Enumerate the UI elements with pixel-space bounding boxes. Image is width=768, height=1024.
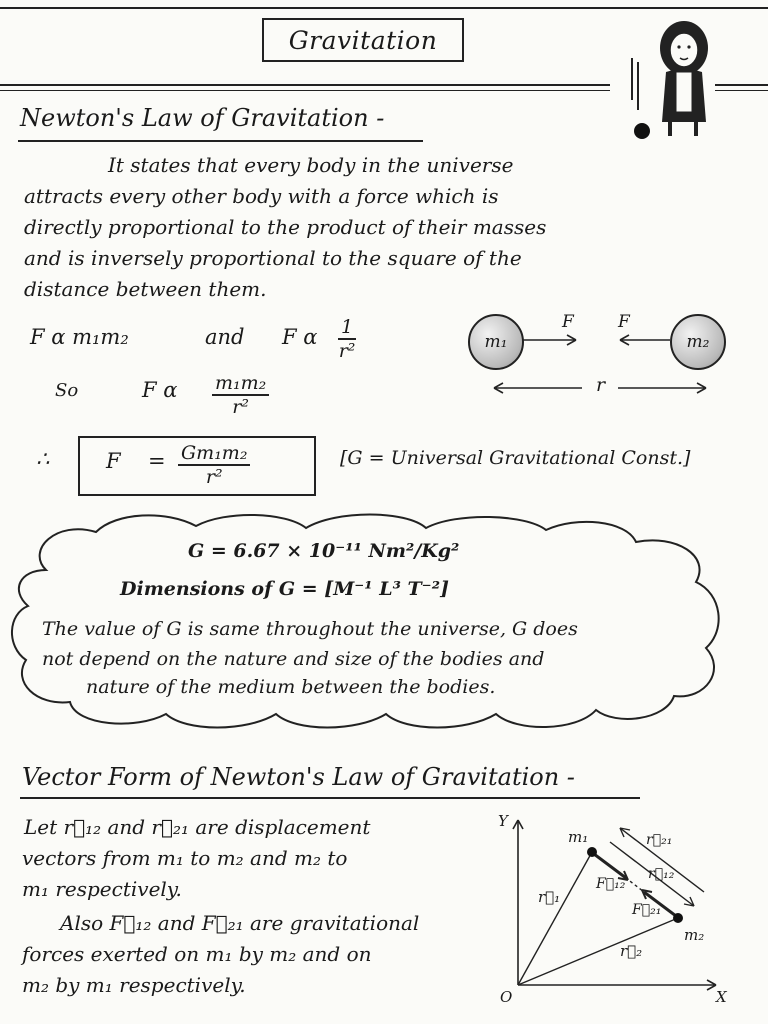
vec-r2-label: r⃗₂: [620, 942, 643, 960]
top-rule-1: [0, 7, 768, 9]
header-rule-right: [715, 84, 768, 86]
mass-m1-ball: [468, 314, 524, 370]
section1-line-2: attracts every other body with a force which is: [24, 184, 499, 208]
vec-f21-label: F⃗₂₁: [632, 902, 662, 918]
m1-label: m₁: [484, 332, 508, 352]
cloud-line-3: nature of the medium between the bodies.: [86, 676, 496, 698]
header-rule-left-2: [0, 90, 610, 91]
force-label-right: F: [618, 312, 630, 332]
section2-line-1: Let r⃗₁₂ and r⃗₂₁ are displacement: [24, 815, 371, 839]
cloud-line-2: not depend on the nature and size of the bodies and: [42, 648, 545, 670]
force-label-left: F: [562, 312, 574, 332]
section1-line-3: directly proportional to the product of their masses: [24, 215, 547, 239]
vec-r12-label: r⃗₁₂: [648, 866, 675, 882]
section2-line-3: m₁ respectively.: [22, 877, 182, 901]
g-constant-note: [G = Universal Gravitational Const.]: [340, 447, 691, 469]
page-title: Gravitation: [262, 18, 464, 62]
formula-numerator: Gm₁m₂: [178, 442, 250, 466]
cloud-line-1: The value of G is same throughout the universe, G does: [42, 618, 578, 640]
f-alpha-inverse: F α: [282, 325, 318, 349]
section2-line-5: forces exerted on m₁ by m₂ and on: [22, 942, 372, 966]
inverse-numerator: 1: [338, 316, 356, 340]
g-dimensions: Dimensions of G = [M⁻¹ L³ T⁻²]: [120, 578, 450, 600]
newton-cartoon-icon: [622, 10, 718, 142]
inverse-fraction: [338, 316, 356, 362]
m2-label: m₂: [686, 332, 710, 352]
header-rule-left: [0, 84, 610, 86]
section1-heading: Newton's Law of Gravitation -: [20, 104, 385, 132]
section1-line-4: and is inversely proportional to the square of the: [24, 246, 522, 270]
axis-y-label: Y: [498, 812, 508, 830]
header-rule-right-2: [715, 90, 768, 91]
formula-denominator: r²: [205, 466, 223, 488]
so-numerator: m₁m₂: [212, 372, 269, 396]
formula-equals: =: [148, 449, 166, 473]
so-text: So: [55, 380, 79, 401]
section2-line-2: vectors from m₁ to m₂ and m₂ to: [22, 846, 348, 870]
distance-label: r: [596, 374, 606, 396]
inverse-denominator: r²: [338, 340, 356, 362]
section2-line-6: m₂ by m₁ respectively.: [22, 973, 246, 997]
therefore-symbol: ∴: [36, 447, 50, 471]
vec-r21-label: r⃗₂₁: [646, 832, 673, 848]
so-f-alpha: F α: [142, 378, 178, 402]
section2-heading: Vector Form of Newton's Law of Gravitation -: [22, 763, 575, 791]
vec-f12-label: F⃗₁₂: [596, 876, 626, 892]
formula-lhs: F: [106, 449, 121, 473]
origin-label: O: [500, 988, 513, 1006]
vec-m2-label: m₂: [684, 926, 705, 944]
section1-line-5: distance between them.: [24, 277, 267, 301]
formula-fraction: [178, 442, 250, 488]
section1-line-1: It states that every body in the universe: [108, 153, 514, 177]
section2-line-4: Also F⃗₁₂ and F⃗₂₁ are gravitational: [60, 911, 420, 935]
g-value: G = 6.67 × 10⁻¹¹ Nm²/Kg²: [188, 540, 460, 562]
and-text: and: [205, 325, 245, 349]
vector-diagram: [488, 810, 748, 1010]
vec-r1-label: r⃗₁: [538, 888, 561, 906]
section2-underline: [20, 797, 640, 799]
so-fraction: [212, 372, 269, 418]
f-alpha-m1m2: F α m₁m₂: [30, 325, 129, 349]
so-denominator: r²: [232, 396, 249, 418]
axis-x-label: X: [716, 988, 727, 1006]
vec-m1-label: m₁: [568, 828, 589, 846]
section1-underline: [18, 140, 423, 142]
